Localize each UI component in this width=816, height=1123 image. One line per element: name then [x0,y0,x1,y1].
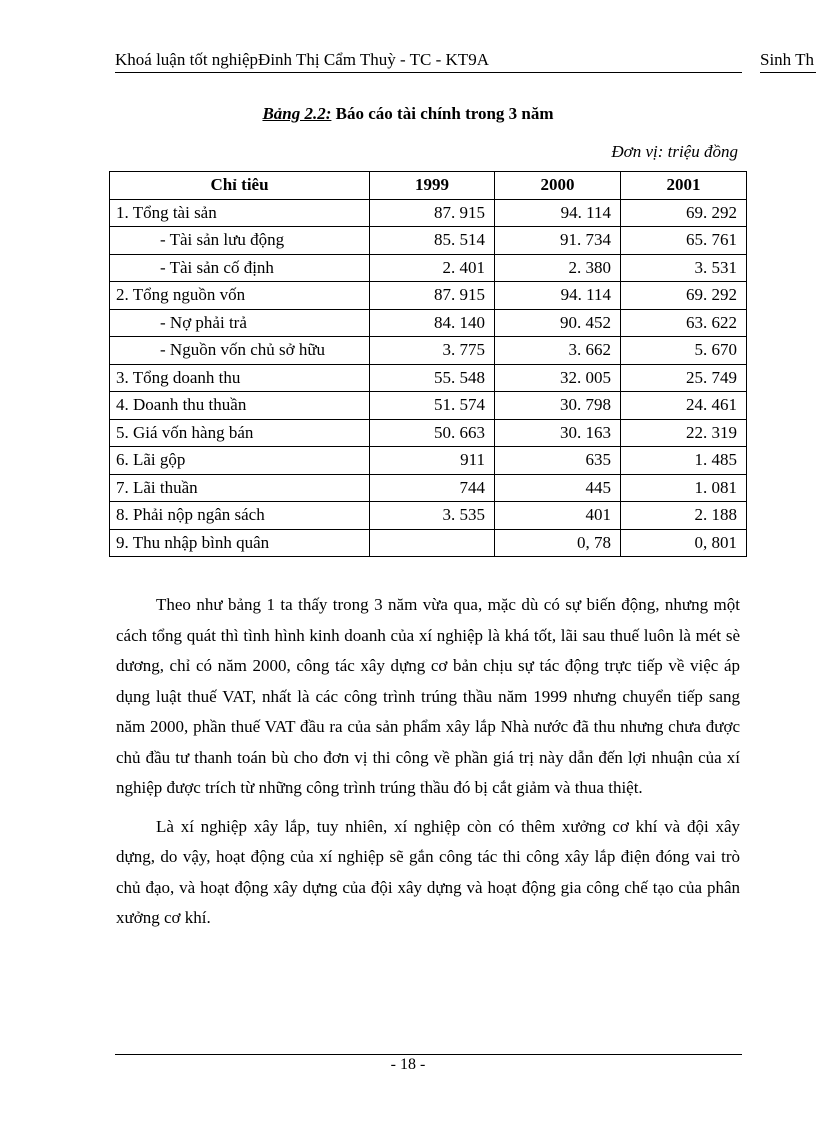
page-header-left: Khoá luận tốt nghiệpĐinh Thị Cẩm Thuỳ - TC - KT9A [115,50,489,69]
row-label: 3. Tổng doanh thu [110,364,370,392]
body-text [116,590,740,942]
cell-1999 [370,529,495,557]
header-2001: 2001 [621,172,747,200]
cell-1999: 3. 775 [370,337,495,365]
cell-2000: 0, 78 [495,529,621,557]
cell-1999: 2. 401 [370,254,495,282]
row-label: 5. Giá vốn hàng bán [110,419,370,447]
table-title [0,104,816,124]
table-title-label: Bảng 2.2: [262,104,332,123]
cell-2000: 32. 005 [495,364,621,392]
footer-rule [115,1054,742,1055]
cell-2000: 3. 662 [495,337,621,365]
page-number: - 18 - [390,1056,426,1073]
table-title-text: Báo cáo tài chính trong 3 năm [331,104,554,123]
row-label: 7. Lãi thuần [110,474,370,502]
cell-2000: 90. 452 [495,309,621,337]
cell-2000: 94. 114 [495,199,621,227]
cell-2000: 94. 114 [495,282,621,310]
cell-2001: 69. 292 [621,199,747,227]
header-1999: 1999 [370,172,495,200]
cell-1999: 3. 535 [370,502,495,530]
cell-2000: 445 [495,474,621,502]
page-header-right: Sinh Th [760,50,815,69]
table-row [110,419,747,447]
cell-2000: 401 [495,502,621,530]
cell-2000: 635 [495,447,621,475]
cell-1999: 85. 514 [370,227,495,255]
row-label: - Nợ phải trả [110,309,370,337]
table-row [110,227,747,255]
row-label: 6. Lãi gộp [110,447,370,475]
row-label: - Tài sản cố định [110,254,370,282]
cell-1999: 744 [370,474,495,502]
cell-2001: 69. 292 [621,282,747,310]
header-rule-right [760,72,816,73]
row-label: 1. Tổng tài sản [110,199,370,227]
table-header-row [110,172,747,200]
cell-2001: 2. 188 [621,502,747,530]
cell-2000: 30. 163 [495,419,621,447]
cell-2000: 30. 798 [495,392,621,420]
cell-2001: 1. 485 [621,447,747,475]
row-label: 9. Thu nhập bình quân [110,529,370,557]
header-indicator: Chỉ tiêu [110,172,370,200]
cell-2001: 65. 761 [621,227,747,255]
cell-2000: 2. 380 [495,254,621,282]
cell-1999: 84. 140 [370,309,495,337]
cell-1999: 911 [370,447,495,475]
cell-1999: 55. 548 [370,364,495,392]
paragraph: Theo như bảng 1 ta thấy trong 3 năm vừa qua, mặc dù có sự biến động, nhưng một cách tổng quát thì tình hình kinh doanh của xí nghiệp là khá tốt, lãi sau thuế luôn là mét sè dương, chỉ có năm 2000, công tác xây dựng cơ bản chịu sự tác động trực tiếp về việc áp dụng luật thuế VAT, nhất là các công trình trúng thầu năm 1999 nhưng chuyển tiếp sang năm 2000, phần thuế VAT đầu ra của sản phẩm xây lắp Nhà nước đã thu nhưng chưa được chủ đầu tư thanh toán bù cho đơn vị thi công về phần giá trị này dẫn đến lợi nhuận của xí nghiệp được trích từ những công trình trúng thầu đó bị cắt giảm và thua thiệt. [116,595,740,797]
unit-note: Đơn vị: triệu đồng [611,142,738,161]
table-row [110,447,747,475]
header-rule [115,72,742,73]
row-label: 2. Tổng nguồn vốn [110,282,370,310]
table-row [110,529,747,557]
header-2000: 2000 [495,172,621,200]
row-label: 8. Phải nộp ngân sách [110,502,370,530]
cell-2001: 25. 749 [621,364,747,392]
table-row [110,502,747,530]
cell-2001: 63. 622 [621,309,747,337]
table-row [110,309,747,337]
paragraph: Là xí nghiệp xây lắp, tuy nhiên, xí nghiệp còn có thêm xưởng cơ khí và đội xây dựng, do vậy, hoạt động của xí nghiệp sẽ gắn công tác thi công xây lắp điện đóng vai trò chủ đạo, và hoạt động xây dựng của đội xây dựng và hoạt động gia công chế tạo của phân xưởng cơ khí. [116,816,740,927]
cell-2000: 91. 734 [495,227,621,255]
table-row [110,254,747,282]
cell-2001: 3. 531 [621,254,747,282]
cell-2001: 5. 670 [621,337,747,365]
financial-table [109,171,747,557]
cell-1999: 87. 915 [370,199,495,227]
row-label: - Tài sản lưu động [110,227,370,255]
cell-2001: 1. 081 [621,474,747,502]
row-label: 4. Doanh thu thuần [110,392,370,420]
cell-1999: 51. 574 [370,392,495,420]
row-label: - Nguồn vốn chủ sở hữu [110,337,370,365]
table-row [110,282,747,310]
cell-1999: 87. 915 [370,282,495,310]
table-row [110,474,747,502]
cell-1999: 50. 663 [370,419,495,447]
cell-2001: 0, 801 [621,529,747,557]
cell-2001: 24. 461 [621,392,747,420]
table-row [110,364,747,392]
table-row [110,392,747,420]
table-row [110,337,747,365]
table-row [110,199,747,227]
cell-2001: 22. 319 [621,419,747,447]
